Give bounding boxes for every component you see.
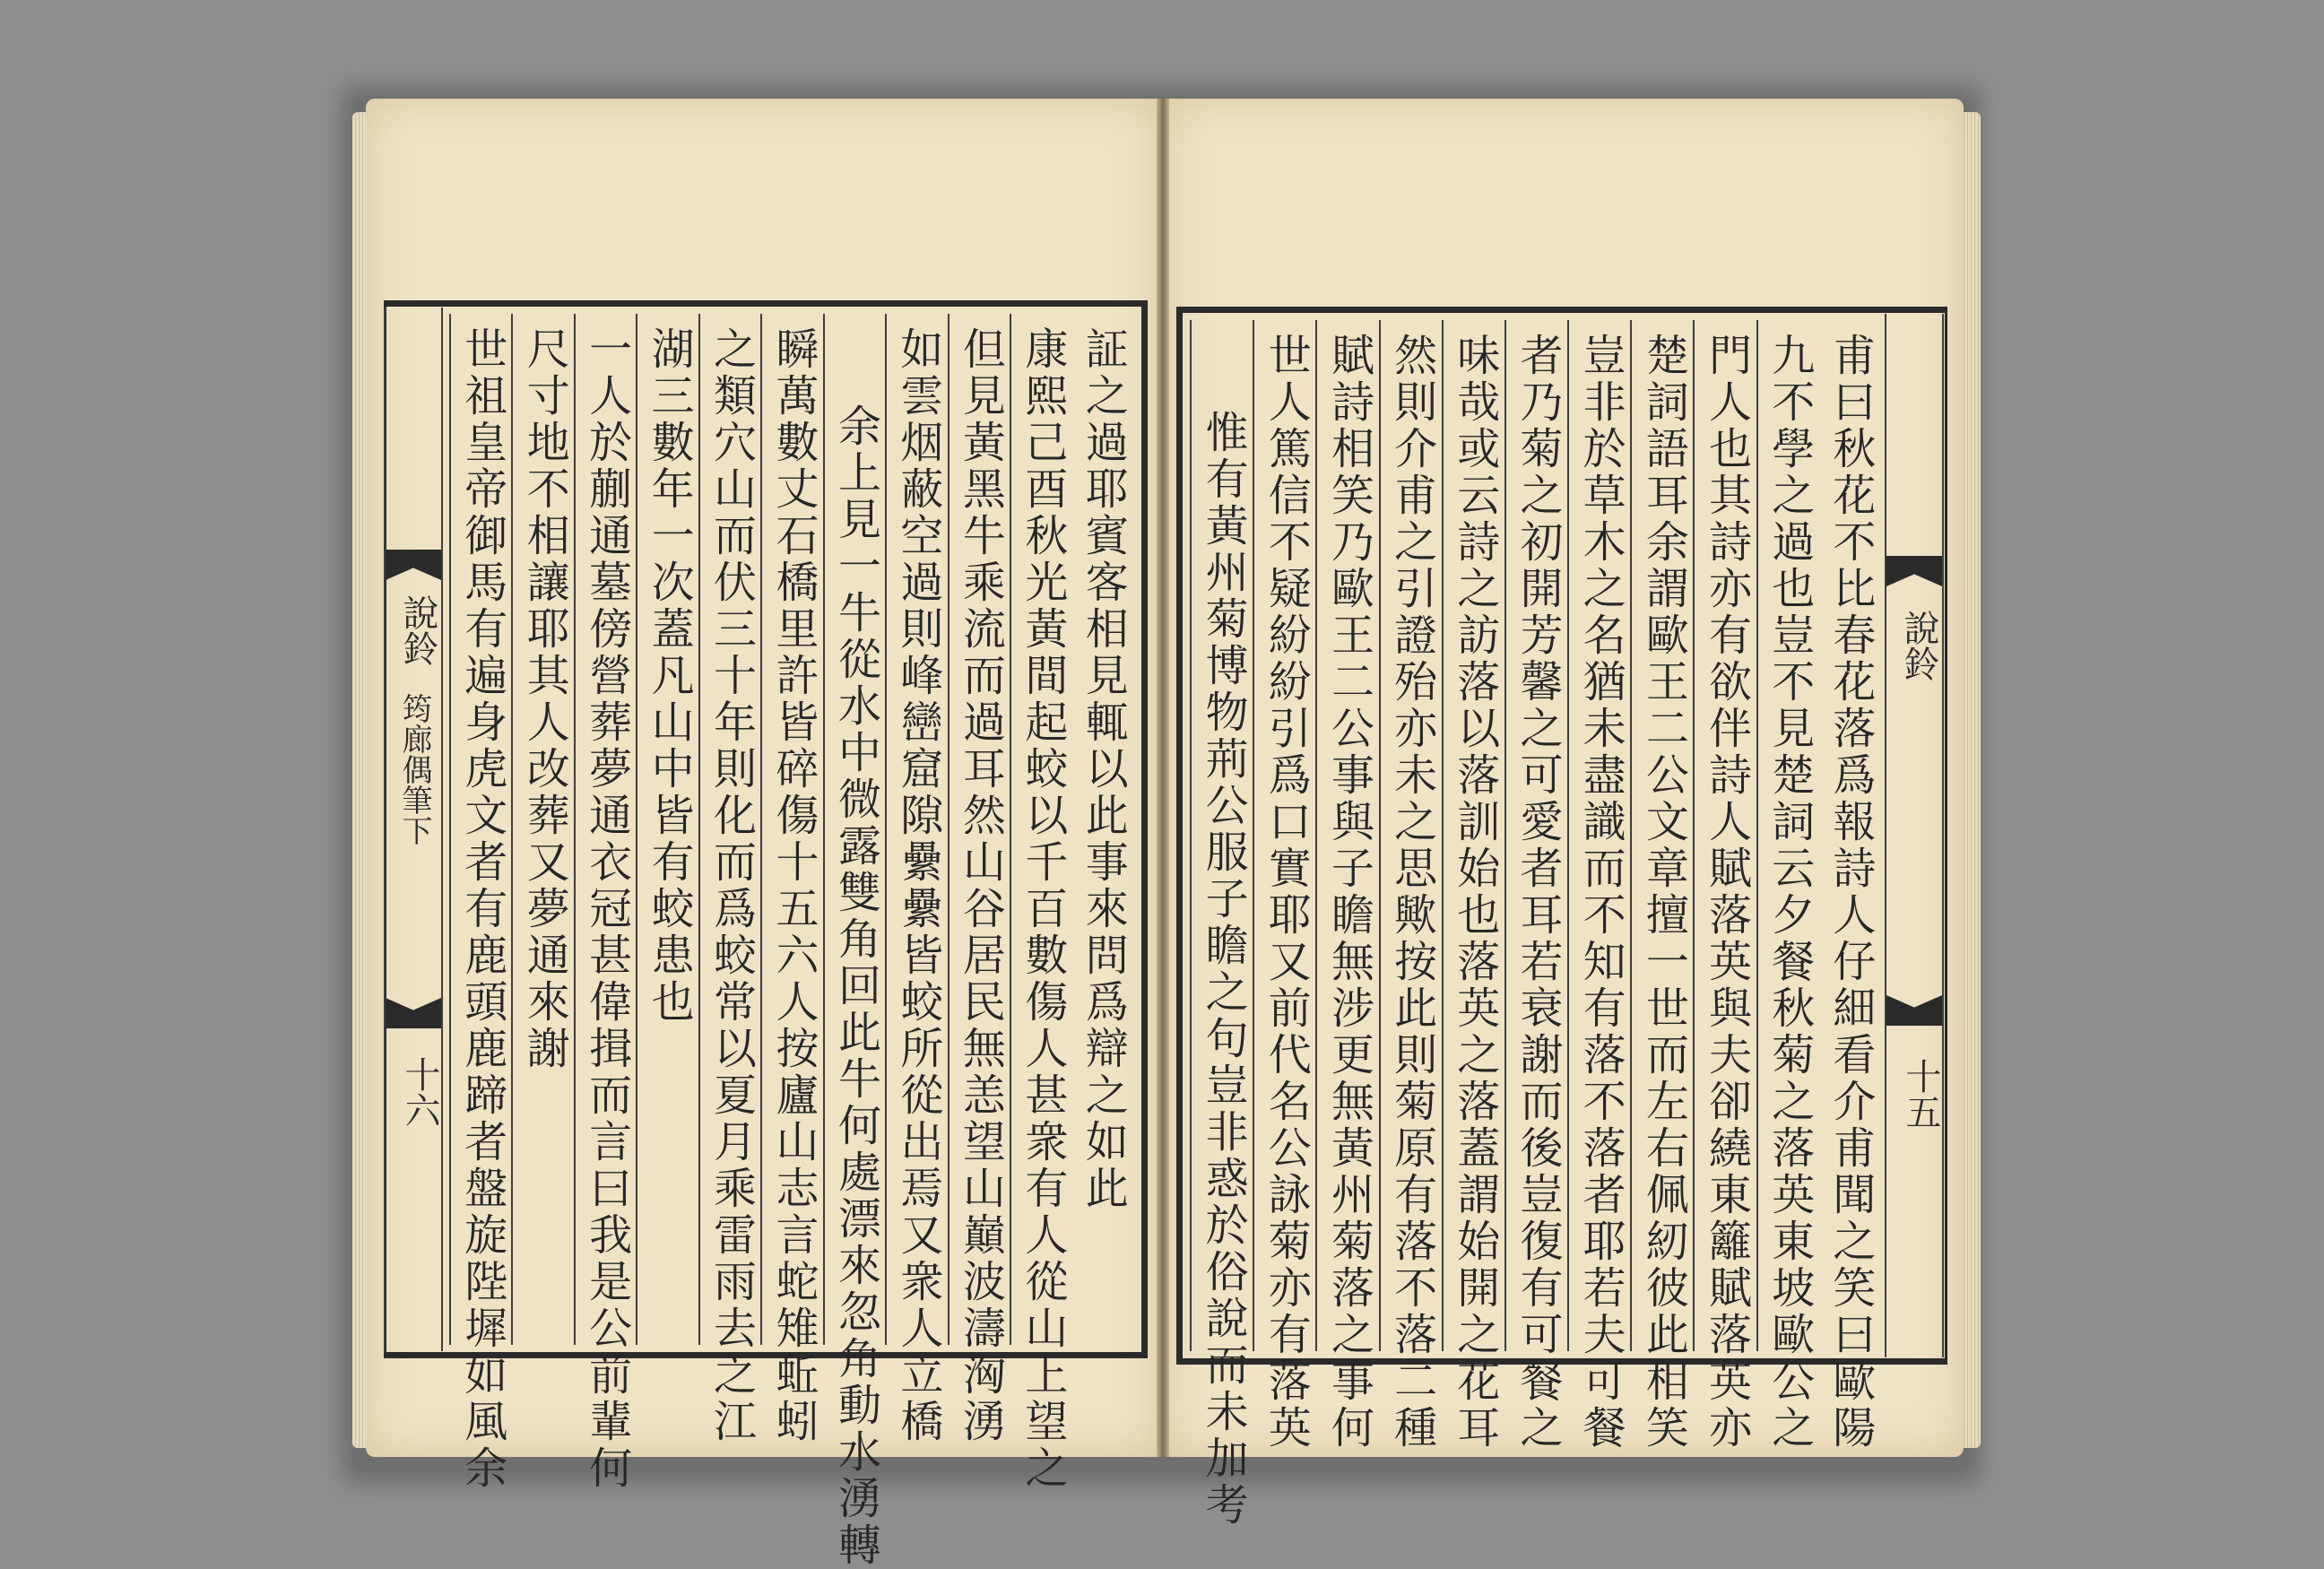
- column-text: 惟有黃州菊博物荊公服子瞻之句豈非惑於俗說而未加考: [1198, 410, 1249, 1529]
- text-column: [823, 314, 887, 1569]
- left-page-frame: [384, 300, 1148, 1569]
- margin-page-number: 十五: [1900, 1058, 1941, 1130]
- text-column: [1505, 320, 1569, 1452]
- right-page-frame: [1176, 307, 1947, 1529]
- text-column: [574, 314, 637, 1492]
- fishtail-top: [1886, 556, 1942, 586]
- column-text: 賦詩相笑乃歐王二公事與子瞻無涉更無黃州菊落之事何: [1323, 333, 1374, 1452]
- margin-title: 說鈴: [1898, 610, 1939, 681]
- text-column: [1442, 320, 1506, 1452]
- text-column: [1630, 320, 1695, 1452]
- text-column: [1315, 320, 1380, 1452]
- text-column: [1819, 320, 1882, 1452]
- column-text: 康熙己酉秋光黃間起蛟以千百數傷人甚衆有人從山上望之: [1017, 326, 1068, 1492]
- column-text: 九不學之過也豈不見楚詞云夕餐秋菊之落英東坡歐公之: [1764, 333, 1815, 1452]
- margin-title: 說鈴: [397, 594, 438, 666]
- text-column: [948, 314, 1011, 1445]
- column-text: 之類穴山而伏三十年則化而爲蛟常以夏月乘雷雨去之江: [706, 326, 757, 1445]
- column-text: 但見黃黑牛乘流而過耳然山谷居民無恙望山巔波濤洶湧: [955, 326, 1006, 1445]
- page-edges-right: [1961, 112, 1981, 1448]
- text-column: [1072, 314, 1134, 1345]
- right-margin-column: [1885, 314, 1944, 1357]
- right-page-columns: [1190, 320, 1938, 1529]
- text-column: [1567, 320, 1632, 1452]
- text-column: [1693, 320, 1757, 1452]
- text-column: [1010, 314, 1073, 1492]
- column-text: 楚詞語耳余謂歐王二公文章擅一世而左右佩紉彼此相笑: [1638, 333, 1689, 1452]
- text-column: [1190, 320, 1254, 1529]
- book-gutter: [1157, 99, 1169, 1457]
- margin-chapter: 筠廊偶筆下: [396, 693, 432, 845]
- left-page-columns: [394, 314, 1134, 1569]
- text-column: [636, 314, 699, 1345]
- fishtail-bottom: [1886, 995, 1942, 1026]
- fishtail-top: [386, 550, 441, 580]
- column-text: 甫曰秋花不比春花落爲報詩人仔細看介甫聞之笑曰歐陽: [1825, 333, 1876, 1452]
- column-text: 余上見一牛從水中微露雙角回此牛何處漂來忽角動水湧轉: [830, 403, 881, 1569]
- text-column: [1253, 320, 1317, 1452]
- text-column: [760, 314, 824, 1445]
- text-column: [1379, 320, 1444, 1452]
- column-text: 門人也其詩亦有欲伴詩人賦落英與夫卻繞東籬賦落英亦: [1701, 333, 1752, 1452]
- column-text: 湖三數年一次蓋凡山中皆有蛟患也: [644, 326, 695, 1026]
- margin-page-number: 十六: [399, 1056, 440, 1128]
- column-text: 豈非於草木之名猶未盡識而不知有落不落者耶若夫可餐: [1575, 333, 1626, 1452]
- column-text: 然則介甫之引證殆亦未之思歟按此則菊原有落不落二種: [1386, 333, 1437, 1452]
- fishtail-bottom: [386, 998, 441, 1028]
- column-text: 尺寸地不相讓耶其人改葬又夢通來謝: [519, 326, 570, 1072]
- column-text: 証之過耶賓客相見輒以此事來問爲辯之如此: [1078, 326, 1129, 1212]
- left-margin-column: [384, 308, 443, 1351]
- text-column: [511, 314, 575, 1345]
- column-text: 一人於蒯通墓傍營葬夢通衣冠甚偉揖而言曰我是公前輩何: [581, 326, 632, 1492]
- column-text: 世人篤信不疑紛紛引爲口實耶又前代名公詠菊亦有落英: [1261, 333, 1312, 1452]
- text-column: [1756, 320, 1821, 1452]
- column-text: 味哉或云詩之訪落以落訓始也落英之落蓋謂始開之花耳: [1449, 333, 1500, 1452]
- text-column: [698, 314, 762, 1445]
- column-text: 者乃菊之初開芳馨之可愛者耳若衰謝而後豈復有可餐之: [1512, 333, 1563, 1452]
- column-text: 如雲烟蔽空過則峰巒窟隙纍纍皆蛟所從出焉又衆人立橋: [892, 326, 943, 1445]
- column-text: 世祖皇帝御馬有遍身虎文者有鹿頭鹿蹄者盤旋陛墀如風余: [456, 326, 507, 1492]
- text-column: [449, 314, 513, 1492]
- text-column: [885, 314, 949, 1445]
- column-text: 瞬萬數丈石橋里許皆碎傷十五六人按廬山志言蛇雉蚯蚓: [768, 326, 819, 1445]
